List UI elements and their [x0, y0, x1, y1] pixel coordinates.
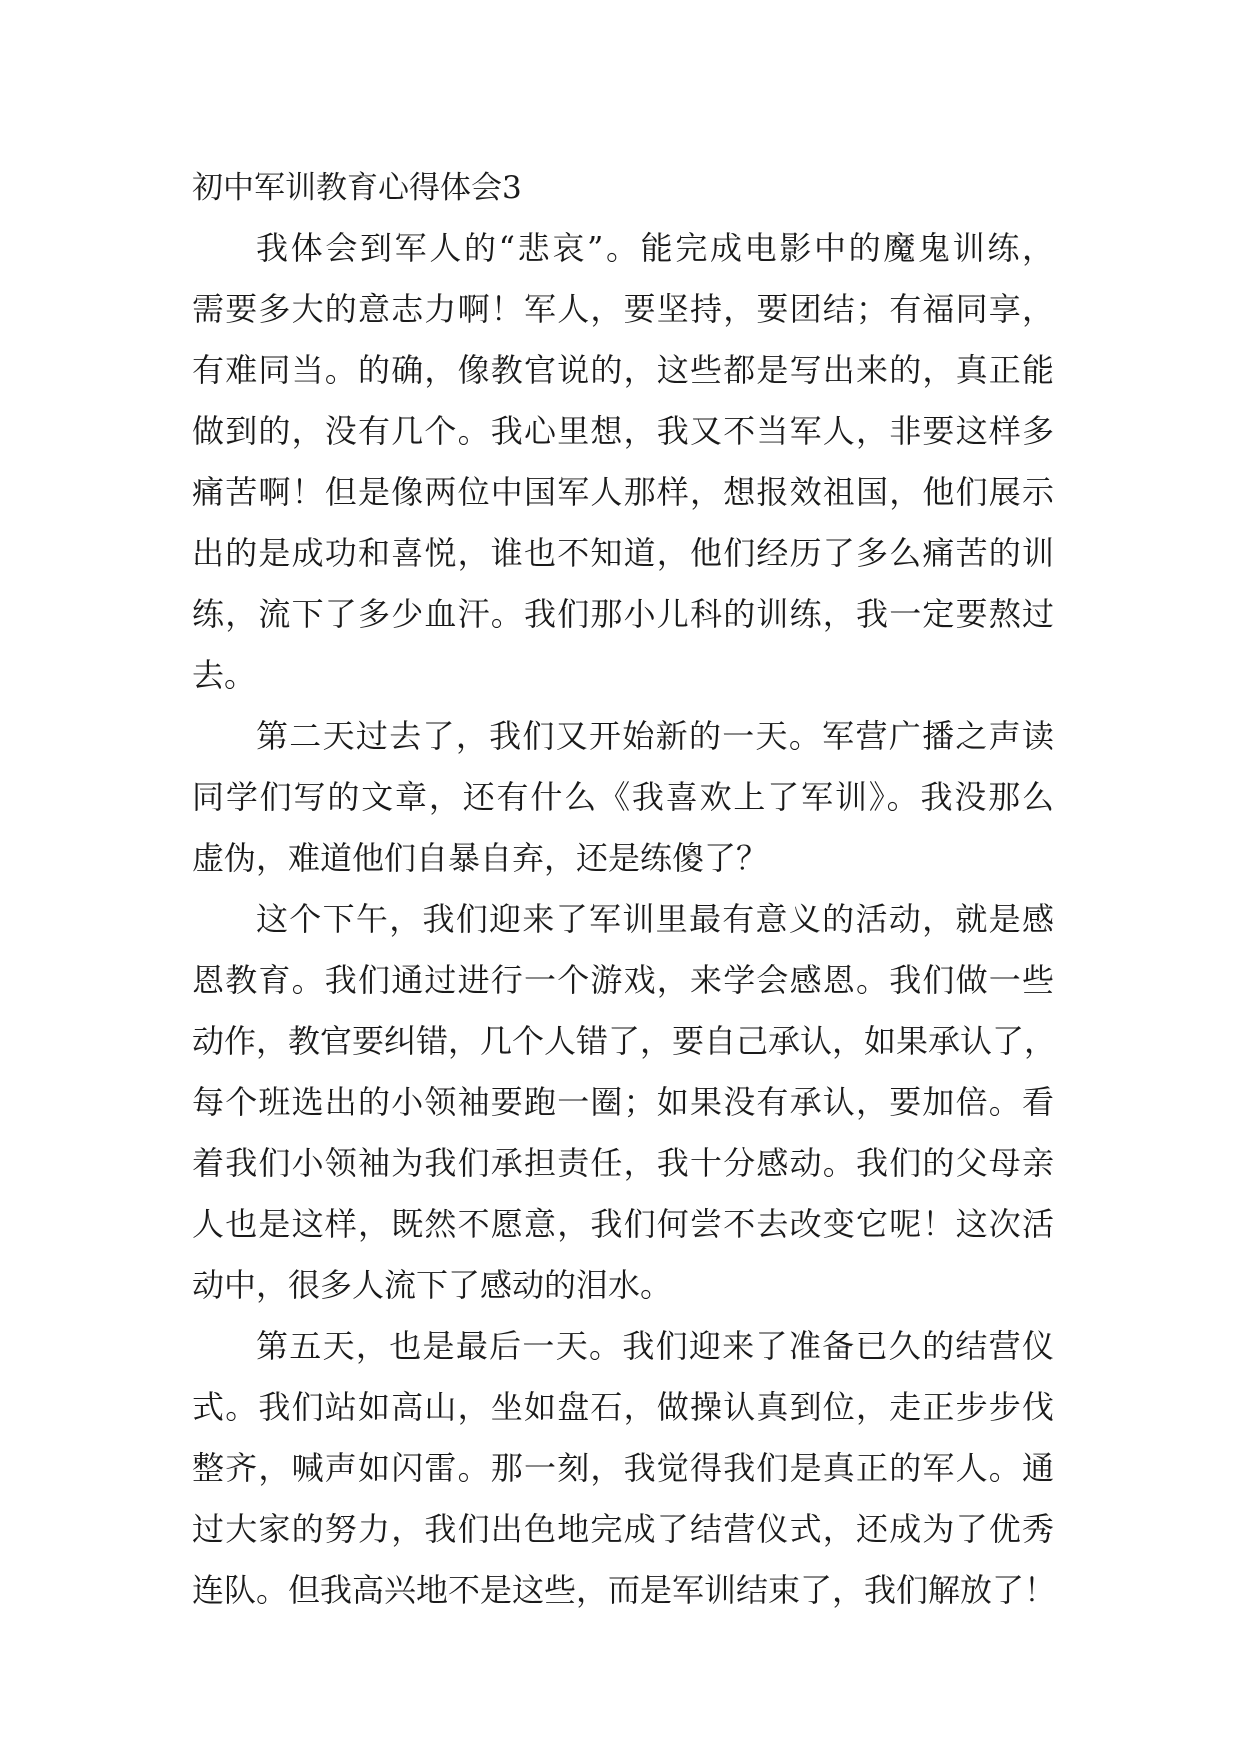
text-line: 同学们写的文章，还有什么《我喜欢上了军训》。我没那么: [192, 778, 1054, 816]
text-line: 做到的，没有几个。我心里想，我又不当军人，非要这样多: [192, 412, 1054, 450]
text-line: 人也是这样，既然不愿意，我们何尝不去改变它呢！这次活: [192, 1205, 1054, 1243]
text-line: 有难同当。的确，像教官说的，这些都是写出来的，真正能: [192, 351, 1054, 389]
text-line: 恩教育。我们通过进行一个游戏，来学会感恩。我们做一些: [192, 961, 1054, 999]
text-line: 需要多大的意志力啊！军人，要坚持，要团结；有福同享，: [192, 290, 1054, 328]
paragraph-2: [192, 706, 1054, 889]
text-line: 我体会到军人的“悲哀”。能完成电影中的魔鬼训练，: [256, 229, 1054, 267]
text-line: 连队。但我高兴地不是这些，而是军训结束了，我们解放了！: [192, 1571, 1057, 1609]
paragraph-1: [192, 218, 1054, 706]
text-line: 第二天过去了，我们又开始新的一天。军营广播之声读: [256, 717, 1054, 755]
text-line: 痛苦啊！但是像两位中国军人那样，想报效祖国，他们展示: [192, 473, 1054, 511]
text-line: 第五天，也是最后一天。我们迎来了准备已久的结营仪: [256, 1327, 1054, 1365]
document-title: 初中军训教育心得体会3: [192, 170, 522, 206]
text-line: 动中，很多人流下了感动的泪水。: [192, 1266, 673, 1304]
text-line: 这个下午，我们迎来了军训里最有意义的活动，就是感: [256, 900, 1054, 938]
text-line: 虚伪，难道他们自暴自弃，还是练傻了？: [192, 839, 769, 877]
text-line: 练，流下了多少血汗。我们那小儿科的训练，我一定要熬过: [192, 595, 1054, 633]
text-line: 式。我们站如高山，坐如盘石，做操认真到位，走正步步伐: [192, 1388, 1054, 1426]
text-line: 过大家的努力，我们出色地完成了结营仪式，还成为了优秀: [192, 1510, 1054, 1548]
text-line: 出的是成功和喜悦，谁也不知道，他们经历了多么痛苦的训: [192, 534, 1054, 572]
paragraph-4: [192, 1316, 1057, 1621]
text-line: 去。: [192, 656, 257, 694]
text-line: 整齐，喊声如闪雷。那一刻，我觉得我们是真正的军人。通: [192, 1449, 1054, 1487]
text-line: 每个班选出的小领袖要跑一圈；如果没有承认，要加倍。看: [192, 1083, 1054, 1121]
document-body: [192, 158, 1057, 1621]
text-line: 动作，教官要纠错，几个人错了，要自己承认，如果承认了，: [192, 1022, 1057, 1060]
paragraph-3: [192, 889, 1057, 1316]
text-line: 着我们小领袖为我们承担责任，我十分感动。我们的父母亲: [192, 1144, 1054, 1182]
